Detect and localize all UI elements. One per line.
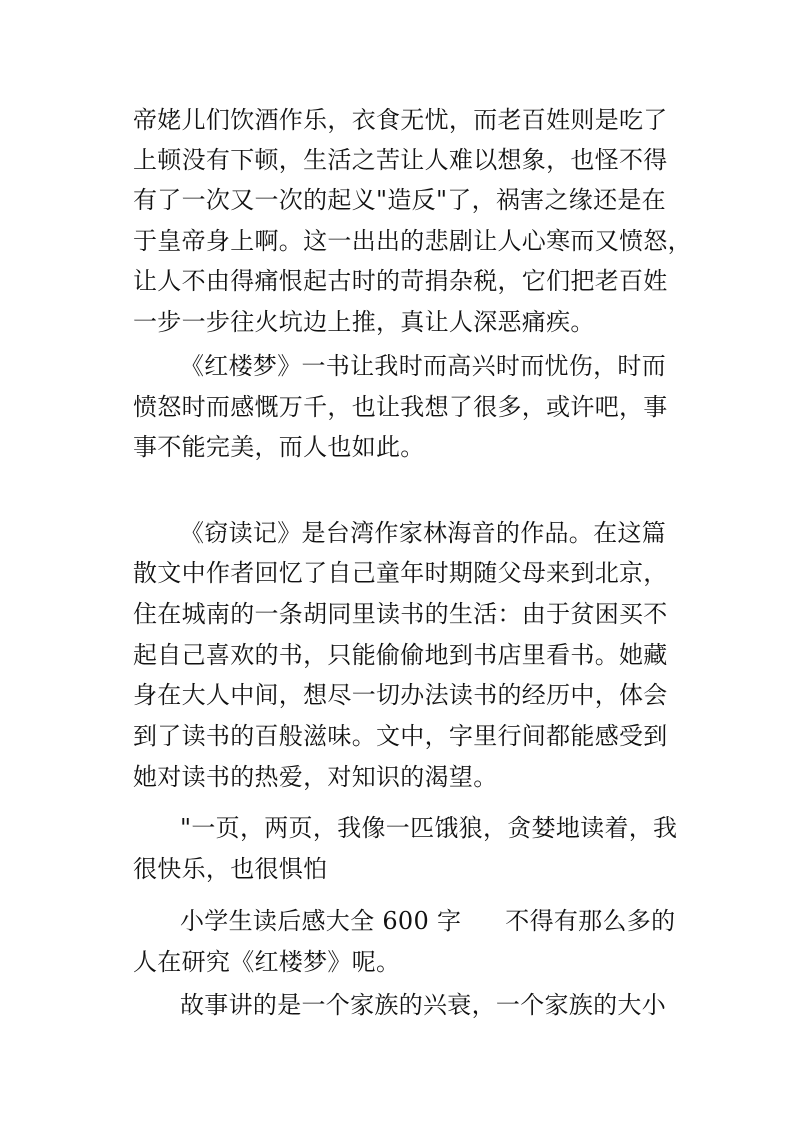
paragraph-line: 上顿没有下顿，生活之苦让人难以想象，也怪不得 — [133, 146, 668, 174]
paragraph-line: 事不能完美，而人也如此。 — [133, 433, 425, 461]
paragraph-line: 起自己喜欢的书，只能偷偷地到书店里看书。她藏 — [133, 641, 668, 669]
paragraph-line: 散文中作者回忆了自己童年时期随父母来到北京， — [133, 559, 668, 587]
paragraph-first-line: 《红楼梦》一书让我时而高兴时而忧伤，时而 — [180, 352, 666, 380]
paragraph-line: 让人不由得痛恨起古时的苛捐杂税，它们把老百姓 — [133, 267, 668, 295]
quote-line: 很快乐，也很惧怕 — [133, 855, 328, 883]
quote-first-line: "一页，两页，我像一匹饿狼，贪婪地读着，我 — [180, 814, 678, 842]
paragraph-line: 身在大人中间，想尽一切办法读书的经历中，体会 — [133, 681, 668, 709]
paragraph-line: 到了读书的百般滋味。文中，字里行间都能感受到 — [133, 722, 668, 750]
paragraph-line: 有了一次又一次的起义"造反"了，祸害之缘还是在 — [133, 186, 666, 214]
article-heading: 小学生读后感大全 600 字 — [180, 907, 462, 935]
paragraph-first-line: 故事讲的是一个家族的兴衰，一个家族的大小 — [180, 991, 666, 1019]
paragraph-line: 人在研究《红楼梦》呢。 — [133, 948, 401, 976]
paragraph-line: 一步一步往火坑边上推，真让人深恶痛疾。 — [133, 308, 595, 336]
paragraph-line: 她对读书的热爱，对知识的渴望。 — [133, 763, 498, 791]
paragraph-line: 愤怒时而感慨万千，也让我想了很多，或许吧，事 — [133, 393, 668, 421]
paragraph-first-line: 《窃读记》是台湾作家林海音的作品。在这篇 — [180, 519, 666, 547]
paragraph-line: 于皇帝身上啊。这一出出的悲剧让人心寒而又愤怒， — [133, 227, 692, 255]
paragraph-line: 帝姥儿们饮酒作乐，衣食无忧，而老百姓则是吃了 — [133, 106, 668, 134]
heading-tail-text: 不得有那么多的 — [505, 907, 676, 935]
heading-line — [180, 906, 675, 936]
paragraph-line: 住在城南的一条胡同里读书的生活：由于贫困买不 — [133, 600, 668, 628]
